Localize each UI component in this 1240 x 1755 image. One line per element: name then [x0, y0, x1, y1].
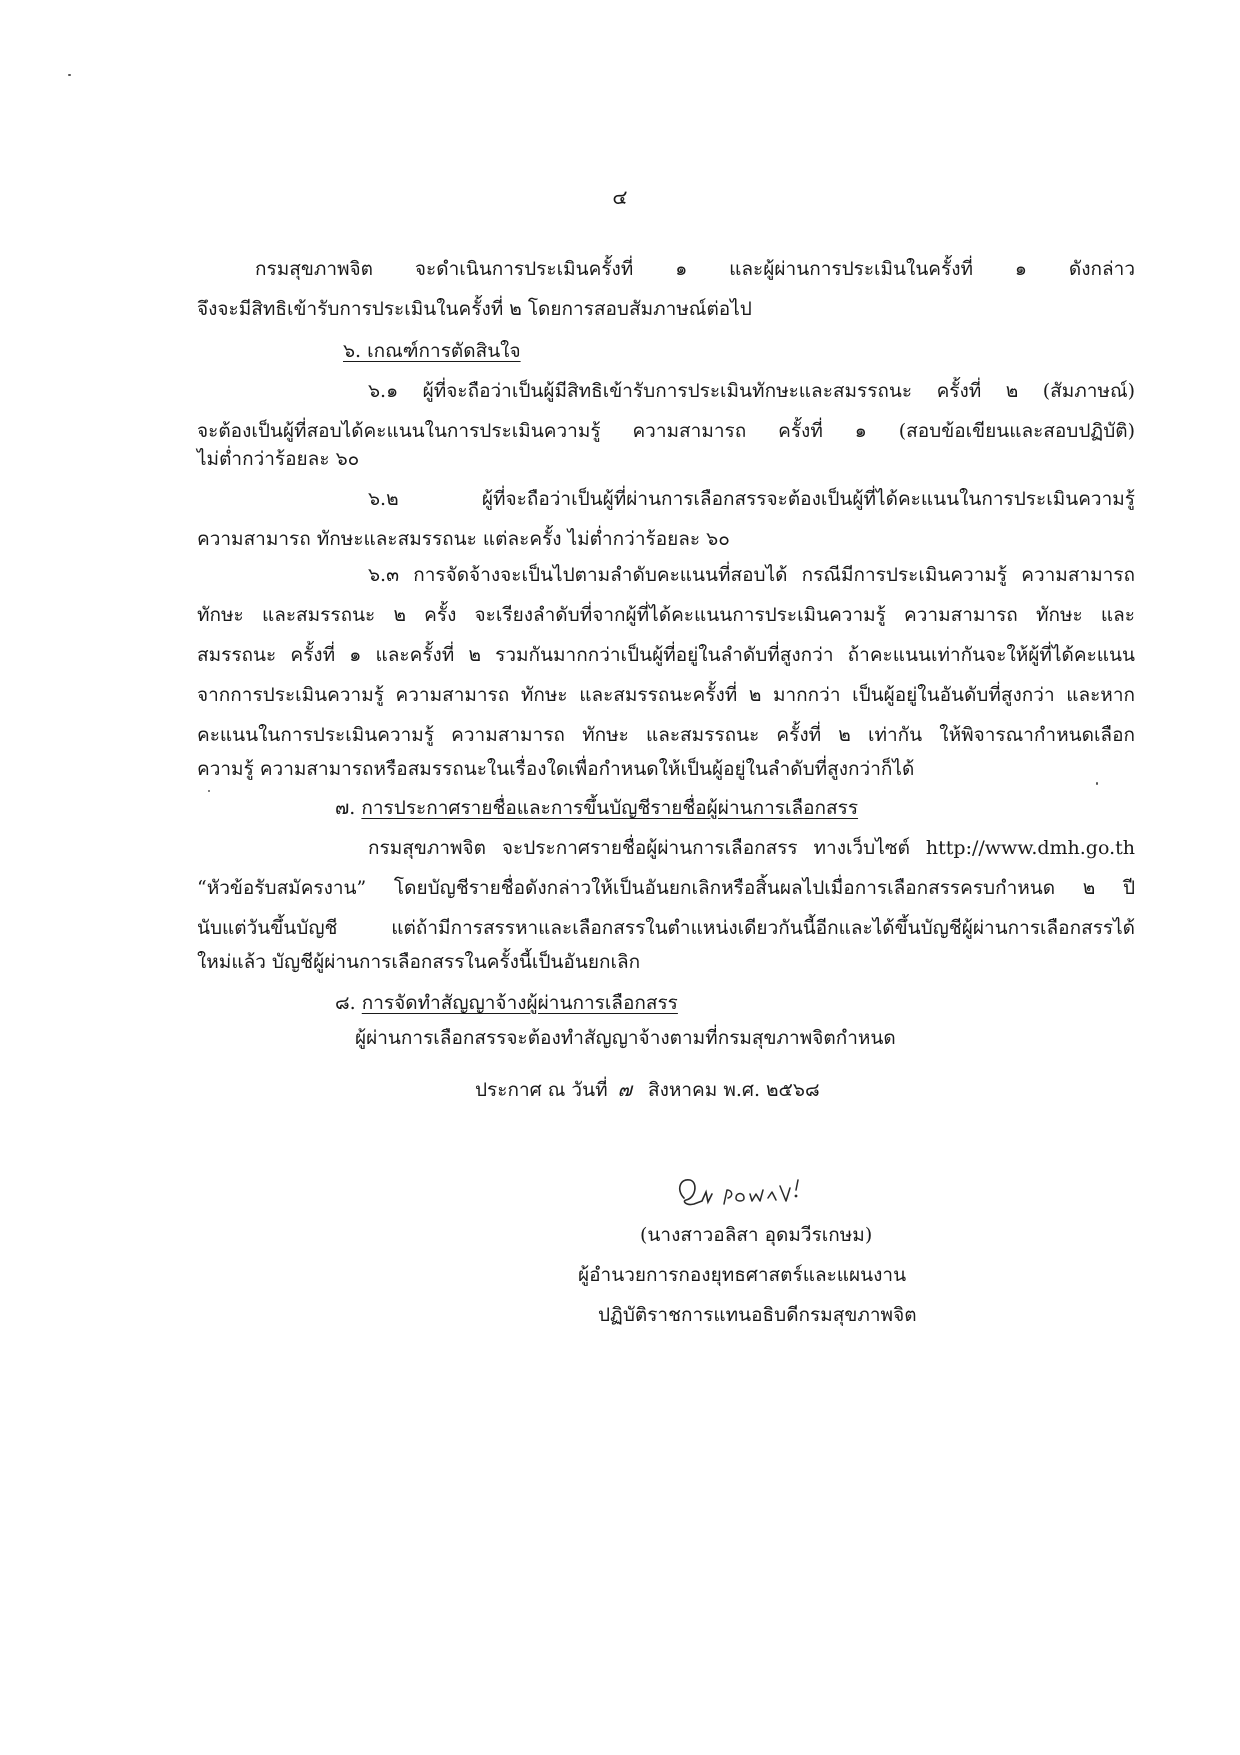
section-7-heading: การประกาศรายชื่อและการขึ้นบัญชีรายชื่อผู้ผ่านการเลือกสรร: [361, 797, 859, 819]
section-6-3-line-3: สมรรถนะ ครั้งที่ ๑ และครั้งที่ ๒ รวมกันมากกว่าเป็นผู้ที่อยู่ในลำดับที่สูงกว่า ถ้าคะแนนเท่ากันจะให้ผู้ที่ได้คะแนน: [197, 644, 1135, 666]
section-8-line: ผู้ผ่านการเลือกสรรจะต้องทำสัญญาจ้างตามที่กรมสุขภาพจิตกำหนด: [355, 1027, 896, 1049]
section-7-title: [335, 795, 858, 821]
signatory-acting: ปฏิบัติราชการแทนอธิบดีกรมสุขภาพจิต: [598, 1304, 917, 1326]
section-6-3-line-4: จากการประเมินความรู้ ความสามารถ ทักษะ และสมรรถนะครั้งที่ ๒ มากกว่า เป็นผู้อยู่ในอันดับที่สูงกว่า และหาก: [197, 684, 1135, 706]
scan-speck: [208, 790, 210, 792]
intro-line-1: กรมสุขภาพจิต จะดำเนินการประเมินครั้งที่ ๑ และผู้ผ่านการประเมินในครั้งที่ ๑ ดังกล่าว: [255, 258, 1135, 280]
announcement-month-year: สิงหาคม พ.ศ. ๒๕๖๘: [647, 1079, 820, 1101]
section-7-line-2: “หัวข้อรับสมัครงาน” โดยบัญชีรายชื่อดังกล่าวให้เป็นอันยกเลิกหรือสิ้นผลไปเมื่อการเลือกสรรครบกำหนด ๒ ปี: [197, 877, 1135, 899]
intro-line-2: จึงจะมีสิทธิเข้ารับการประเมินในครั้งที่ ๒ โดยการสอบสัมภาษณ์ต่อไป: [197, 298, 752, 320]
section-6-1-line-3: ไม่ต่ำกว่าร้อยละ ๖๐: [197, 448, 360, 470]
page-number: ๔: [612, 185, 628, 209]
section-6-3-line-2: ทักษะ และสมรรถนะ ๒ ครั้ง จะเรียงลำดับที่จากผู้ที่ได้คะแนนการประเมินความรู้ ความสามารถ ทักษะ และ: [197, 604, 1135, 626]
section-6-3-line-1: ๖.๓ การจัดจ้างจะเป็นไปตามลำดับคะแนนที่สอบได้ กรณีมีการประเมินความรู้ ความสามารถ: [368, 564, 1135, 586]
signature-image: [672, 1168, 872, 1218]
announcement-day: ๗: [617, 1079, 632, 1101]
signatory-name: (นางสาวอลิสา อุดมวีรเกษม): [640, 1224, 873, 1246]
announcement-date: [475, 1077, 820, 1103]
section-8-number: ๘.: [335, 992, 356, 1014]
section-6-3-line-6: ความรู้ ความสามารถหรือสมรรถนะในเรื่องใดเพื่อกำหนดให้เป็นผู้อยู่ในลำดับที่สูงกว่าก็ได้: [197, 758, 915, 780]
scan-speck: [68, 74, 71, 76]
section-6-2-line-1: ๖.๒ ผู้ที่จะถือว่าเป็นผู้ที่ผ่านการเลือกสรรจะต้องเป็นผู้ที่ได้คะแนนในการประเมินความรู้: [368, 488, 1135, 510]
section-7-line-4: ใหม่แล้ว บัญชีผู้ผ่านการเลือกสรรในครั้งนี้เป็นอันยกเลิก: [197, 951, 641, 973]
section-8-title: [335, 990, 678, 1016]
section-6-2-line-2: ความสามารถ ทักษะและสมรรถนะ แต่ละครั้ง ไม่ต่ำกว่าร้อยละ ๖๐: [197, 528, 730, 550]
section-7-line-1: กรมสุขภาพจิต จะประกาศรายชื่อผู้ผ่านการเลือกสรร ทางเว็บไซต์ http://www.dmh.go.th: [368, 837, 1135, 859]
section-6-3-line-5: คะแนนในการประเมินความรู้ ความสามารถ ทักษะ และสมรรถนะ ครั้งที่ ๒ เท่ากัน ให้พิจารณากำหนดเลือก: [197, 724, 1135, 746]
announcement-prefix: ประกาศ ณ วันที่: [475, 1079, 608, 1101]
scan-speck: [1096, 782, 1098, 785]
section-6-heading: ๖. เกณฑ์การตัดสินใจ: [343, 340, 521, 362]
section-7-line-3: นับแต่วันขึ้นบัญชี แต่ถ้ามีการสรรหาและเลือกสรรในตำแหน่งเดียวกันนี้อีกและได้ขึ้นบัญชีผู้ผ่านการเลือกสรรได้: [197, 917, 1135, 939]
section-8-heading: การจัดทำสัญญาจ้างผู้ผ่านการเลือกสรร: [361, 992, 678, 1014]
signatory-position: ผู้อำนวยการกองยุทธศาสตร์และแผนงาน: [578, 1264, 907, 1286]
section-6-1-line-2: จะต้องเป็นผู้ที่สอบได้คะแนนในการประเมินความรู้ ความสามารถ ครั้งที่ ๑ (สอบข้อเขียนและสอบปฏิบัติ): [197, 420, 1135, 442]
section-6-1-line-1: ๖.๑ ผู้ที่จะถือว่าเป็นผู้มีสิทธิเข้ารับการประเมินทักษะและสมรรถนะ ครั้งที่ ๒ (สัมภาษณ์): [368, 380, 1135, 402]
section-7-number: ๗.: [335, 797, 356, 819]
